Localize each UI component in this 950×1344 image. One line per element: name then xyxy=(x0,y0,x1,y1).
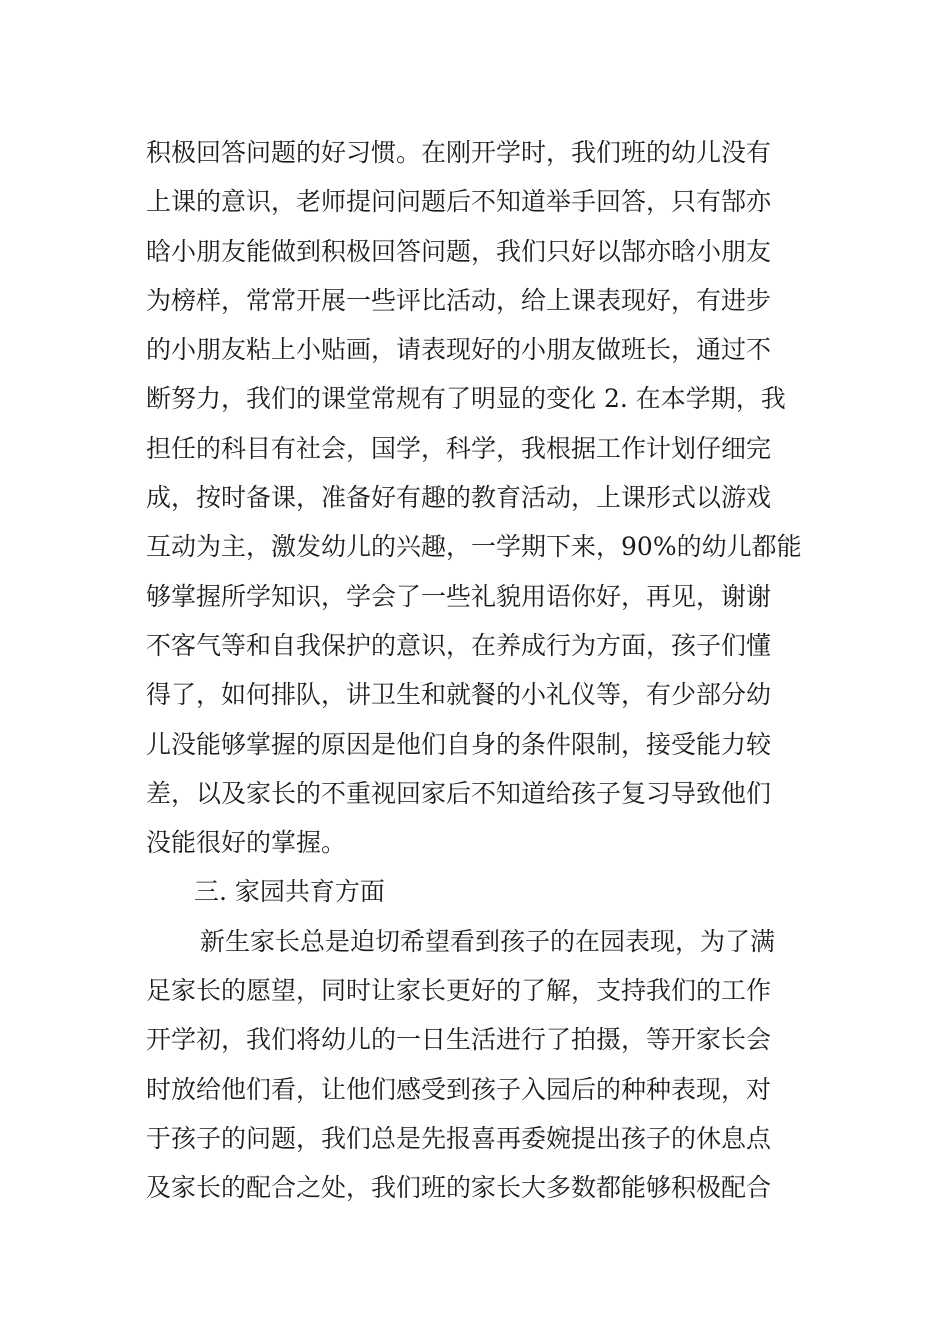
section-heading: 三. 家园共育方面 xyxy=(194,877,385,907)
body-text-line: 不客气等和自我保护的意识，在养成行为方面，孩子们懂 xyxy=(146,630,772,660)
body-text-line: 新生家长总是迫切希望看到孩子的在园表现，为了满 xyxy=(200,926,776,956)
body-text-line: 断努力，我们的课堂常规有了明显的变化 2. 在本学期，我 xyxy=(146,384,786,414)
body-text-line: 得了，如何排队，讲卫生和就餐的小礼仪等，有少部分幼 xyxy=(146,680,772,710)
body-text-line: 够掌握所学知识，学会了一些礼貌用语你好，再见，谢谢 xyxy=(146,581,772,611)
body-text-line: 晗小朋友能做到积极回答问题，我们只好以郜亦晗小朋友 xyxy=(146,236,772,266)
body-text-line: 担任的科目有社会，国学，科学，我根据工作计划仔细完 xyxy=(146,433,772,463)
body-text-line: 没能很好的掌握。 xyxy=(146,828,347,858)
body-text-line: 时放给他们看，让他们感受到孩子入园后的种种表现，对 xyxy=(146,1074,772,1104)
body-text-line: 于孩子的问题，我们总是先报喜再委婉提出孩子的休息点 xyxy=(146,1123,772,1153)
body-text-line: 儿没能够掌握的原因是他们自身的条件限制，接受能力较 xyxy=(146,729,772,759)
body-text-line: 开学初，我们将幼儿的一日生活进行了拍摄，等开家长会 xyxy=(146,1025,772,1055)
body-text-line: 互动为主，激发幼儿的兴趣，一学期下来，90%的幼儿都能 xyxy=(146,532,802,562)
body-text-line: 的小朋友粘上小贴画，请表现好的小朋友做班长，通过不 xyxy=(146,335,772,365)
document-body xyxy=(146,128,816,1213)
body-text-line: 差，以及家长的不重视回家后不知道给孩子复习导致他们 xyxy=(146,778,772,808)
body-text-line: 及家长的配合之处，我们班的家长大多数都能够积极配合 xyxy=(146,1173,772,1203)
body-text-line: 上课的意识，老师提问问题后不知道举手回答，只有郜亦 xyxy=(146,187,772,217)
body-text-line: 积极回答问题的好习惯。在刚开学时，我们班的幼儿没有 xyxy=(146,138,772,167)
body-text-line: 成，按时备课，准备好有趣的教育活动，上课形式以游戏 xyxy=(146,483,772,513)
body-text-line: 足家长的愿望，同时让家长更好的了解，支持我们的工作 xyxy=(146,976,772,1006)
body-text-line: 为榜样，常常开展一些评比活动，给上课表现好，有进步 xyxy=(146,285,772,315)
